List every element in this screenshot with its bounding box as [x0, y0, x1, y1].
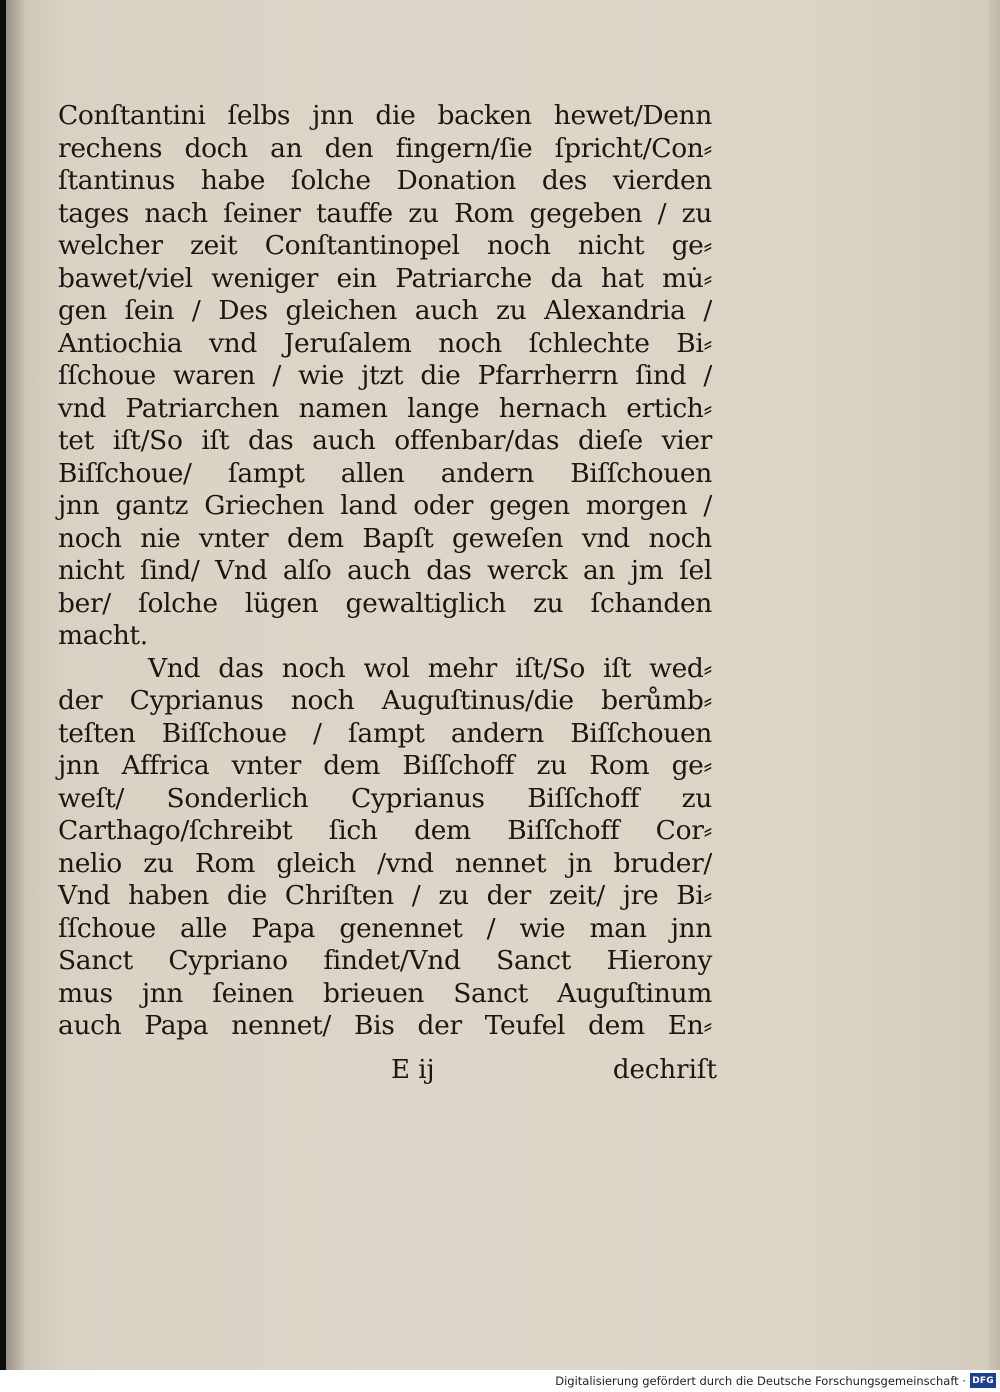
text-line: Vnd haben die Chriſten / zu der zeit/ jre Bi⸗ [58, 880, 712, 911]
text-line: weſt/ Sonderlich Cyprianus Biſſchoff zu [58, 782, 712, 814]
text-line: jnn Affrica vnter dem Biſſchoff zu Rom ge⸗ [58, 750, 712, 781]
text-line: Biſſchoue/ ſampt allen andern Biſſchouen [58, 457, 712, 489]
digitization-footer [0, 1370, 1000, 1392]
text-line: welcher zeit Conſtantinopel noch nicht ge⸗ [58, 230, 712, 261]
text-line: jnn gantz Griechen land oder gegen morgen / [58, 490, 712, 521]
text-line: ſſchoue alle Papa genennet / wie man jnn [58, 912, 712, 944]
text-line: tet iſt/So iſt das auch offenbar/das dieſe vier [58, 425, 712, 456]
text-line: Antiochia vnd Jeruſalem noch ſchlechte Bi⸗ [58, 327, 712, 359]
text-line: Carthago/ſchreibt ſich dem Biſſchoff Cor⸗ [58, 815, 712, 846]
text-line: tages nach ſeiner tauffe zu Rom gegeben / zu [58, 197, 712, 229]
text-line: noch nie vnter dem Bapſt geweſen vnd noch [58, 522, 712, 554]
text-line: ſſchoue waren / wie jtzt die Pfarrherrn ſind / [58, 360, 712, 391]
body-text [58, 100, 718, 1043]
page-gutter [6, 0, 26, 1370]
text-line: auch Papa nennet/ Bis der Teufel dem En⸗ [58, 1010, 712, 1041]
text-line: mus jnn ſeinen brieuen Sanct Auguſtinum [58, 977, 712, 1009]
text-line: rechens doch an den fingern/ſie ſpricht/Con⸗ [58, 132, 712, 164]
paragraph-start-line: Vnd das noch wol mehr iſt/So iſt wed⸗ [148, 652, 712, 684]
funding-credit: Digitalisierung gefördert durch die Deutsche Forschungsgemeinschaft · [555, 1374, 966, 1388]
text-line: nelio zu Rom gleich /vnd nennet jn bruder/ [58, 847, 712, 879]
text-line: der Cyprianus noch Auguſtinus/die berůmb⸗ [58, 685, 712, 716]
catchword: dechriſt [612, 1055, 717, 1085]
text-line: gen ſein / Des gleichen auch zu Alexandria / [58, 295, 712, 326]
page-edge [988, 0, 1000, 1370]
page-footer-line [391, 1055, 717, 1089]
text-line: teſten Biſſchoue / ſampt andern Biſſchouen [58, 717, 712, 749]
text-line: nicht ſind/ Vnd alſo auch das werck an jm ſel [58, 555, 712, 586]
text-line: bawet/viel weniger ein Patriarche da hat mu̇⸗ [58, 262, 712, 294]
text-line: Conſtantini ſelbs jnn die backen hewet/Denn [58, 100, 712, 131]
book-page [6, 0, 1000, 1370]
text-line: Sanct Cypriano findet/Vnd Sanct Hierony [58, 945, 712, 976]
text-line: ber/ ſolche lügen gewaltiglich zu ſchanden [58, 587, 712, 619]
text-line: vnd Patriarchen namen lange hernach ertich⸗ [58, 392, 712, 424]
dfg-logo-icon: DFG [970, 1373, 996, 1388]
signature-mark: E ij [391, 1055, 435, 1085]
text-line: ſtantinus habe ſolche Donation des vierden [58, 165, 712, 196]
text-line: macht. [58, 620, 148, 651]
